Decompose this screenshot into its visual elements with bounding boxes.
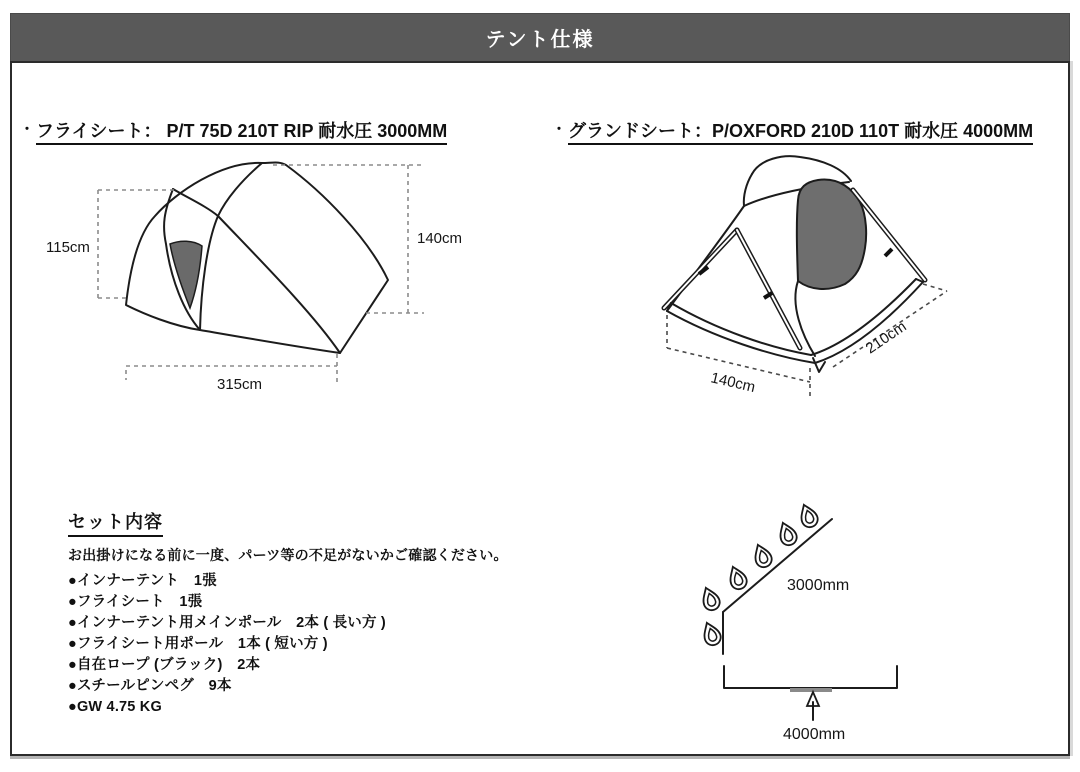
header-bar	[10, 13, 1070, 62]
dim-115-label: 115cm	[46, 239, 90, 256]
ground-bracket	[724, 666, 897, 688]
flysheet-title-bullet: ・	[20, 121, 34, 137]
dim-315-label: 315cm	[217, 376, 263, 393]
set-item-rope: ●自在ロープ (ブラック) 2本	[68, 657, 261, 673]
set-item-peg: ●スチールピンペグ 9本	[68, 678, 232, 694]
set-item-gross-weight: ●GW 4.75 KG	[68, 699, 162, 715]
set-contents-note: お出掛けになる前に一度、パーツ等の不足がないかご確認ください。	[68, 547, 508, 563]
groundsheet-title-bullet: ・	[552, 121, 566, 137]
water-drop-icon	[775, 520, 799, 548]
dim-210-label: 210cm	[862, 318, 910, 358]
fly-slope-line	[723, 519, 832, 612]
pole-clip	[885, 249, 892, 256]
front-left-pole-highlight	[664, 230, 737, 308]
front-right-pole-highlight	[737, 230, 800, 348]
page-title: テント仕様	[485, 29, 595, 51]
fly-water-rating-label: 3000mm	[787, 577, 850, 594]
groundsheet-tent-diagram	[620, 150, 1060, 410]
dim-140-label: 140cm	[417, 230, 463, 247]
inner-tent-hood	[752, 156, 851, 181]
dim-140w-label: 140cm	[709, 369, 757, 397]
water-drop-icon	[750, 542, 774, 570]
inner-tent-hood-edge	[744, 174, 752, 206]
set-item-fly-pole: ●フライシート用ポール 1本 ( 短い方 )	[68, 636, 328, 652]
water-pressure-diagram	[660, 480, 1000, 760]
groundsheet-title-text: グランドシート：P/OXFORD 210D 110T 耐水圧 4000MM	[568, 121, 1033, 145]
flysheet-tent-diagram	[30, 150, 490, 400]
water-drop-icon	[796, 502, 820, 530]
set-item-fly-sheet: ●フライシート 1張	[68, 594, 203, 610]
ground-water-rating-label: 4000mm	[783, 726, 846, 743]
set-item-inner-tent: ●インナーテント 1張	[68, 573, 217, 589]
water-drop-icon	[698, 585, 722, 613]
flysheet-title-text: フライシート： P/T 75D 210T RIP 耐水圧 3000MM	[36, 121, 447, 145]
flysheet-spec-title	[20, 117, 447, 143]
groundsheet-spec-title	[552, 117, 1033, 143]
set-item-main-pole: ●インナーテント用メインポール 2本 ( 長い方 )	[68, 615, 386, 631]
set-contents-section	[68, 508, 548, 718]
water-drop-icon	[699, 620, 723, 648]
water-drop-icon	[725, 564, 749, 592]
set-contents-title: セット内容	[68, 508, 163, 537]
